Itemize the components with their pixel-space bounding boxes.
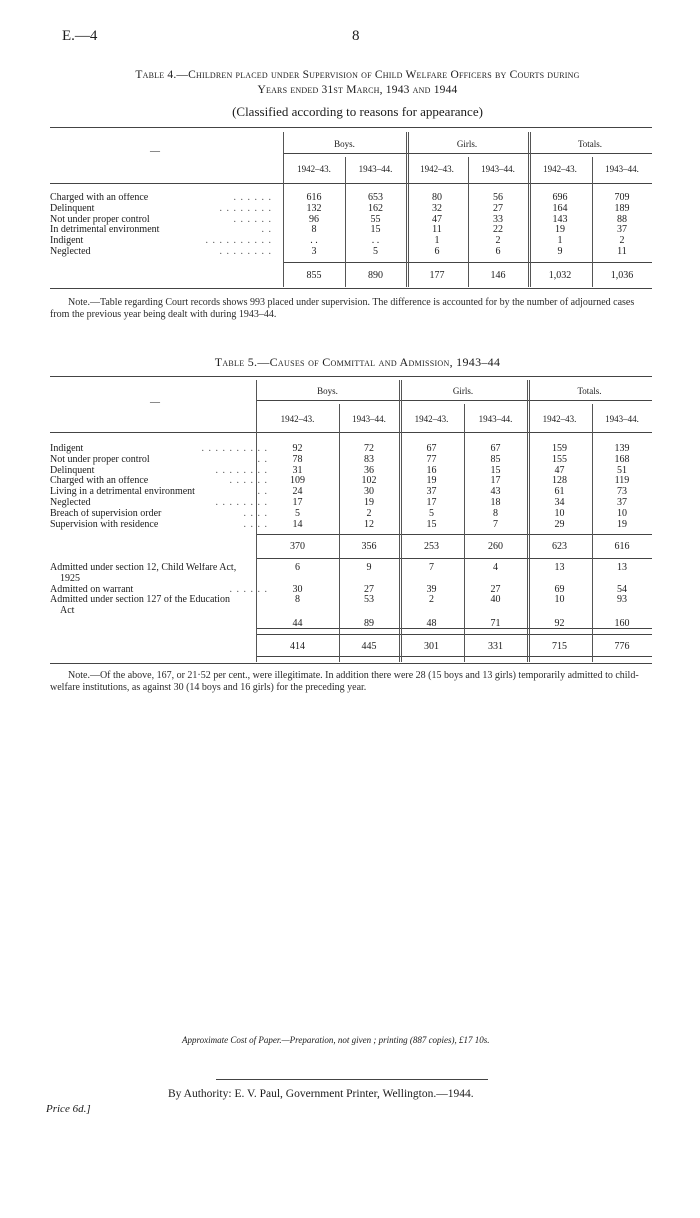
table-cell: 36 (364, 464, 374, 476)
price-label: Price 6d.] (46, 1103, 91, 1115)
table-cell: 51 (617, 464, 627, 476)
table4-title-line1: Table 4.—Children placed under Supervision of Child Welfare Officers by Courts during (135, 69, 580, 81)
table-cell: 1,032 (548, 270, 572, 281)
table-cell: 44 (292, 618, 303, 629)
document-code: E.—4 (62, 28, 98, 44)
table-cell: 331 (488, 641, 503, 652)
table-cell: 616 (614, 541, 630, 552)
table-cell: 709 (614, 192, 630, 203)
table-cell: 776 (614, 641, 630, 652)
table-cell: 15 (370, 224, 381, 236)
table-row (50, 247, 652, 258)
table-cell: 34 (554, 496, 565, 508)
row-label: Admitted under section 127 of the Education (50, 595, 230, 606)
table-cell: 143 (552, 213, 568, 225)
table-cell: 88 (617, 213, 627, 225)
row-leaders: . . (257, 486, 268, 498)
page-number: 8 (352, 28, 360, 44)
table-cell: 67 (490, 443, 501, 454)
table-cell: 30 (364, 486, 374, 498)
table4-group-totals: Totals. (577, 139, 603, 149)
table5-title: Table 5.—Causes of Committal and Admission, 1943–44 (214, 355, 501, 369)
table4-year-header: 1943–44. (481, 164, 515, 174)
table5-subtotal-row (50, 618, 652, 629)
row-leaders: . . . . (243, 507, 268, 519)
table-cell: 10 (554, 594, 565, 606)
table-cell: 696 (552, 192, 568, 203)
table-row (50, 509, 652, 520)
table-cell: 189 (614, 202, 630, 214)
table-cell: 2 (366, 507, 372, 519)
table-cell: 7 (493, 518, 498, 530)
table-cell: 33 (493, 213, 503, 225)
subtotal-row (50, 618, 652, 629)
table4-stub-dash: — (150, 146, 160, 157)
table-cell: 9 (366, 562, 372, 573)
table-cell: 29 (554, 518, 565, 530)
table-cell: 19 (364, 496, 374, 508)
row-label: Admitted under section 12, Child Welfare Act, (50, 563, 237, 573)
table-cell: 16 (426, 464, 437, 476)
table4-header-rule (50, 183, 652, 184)
table-cell: 11 (432, 224, 442, 236)
table-cell: 128 (552, 475, 567, 487)
table5-year-header: 1942–43. (280, 414, 315, 424)
totals-row (50, 270, 652, 281)
table-cell: 47 (432, 213, 442, 225)
table-cell: 616 (306, 192, 322, 203)
table-cell: 32 (432, 202, 442, 214)
row-leaders: . . . . . . (229, 475, 268, 487)
table-cell: 260 (488, 541, 503, 552)
table-cell: 168 (614, 453, 630, 465)
table-cell: 414 (290, 641, 305, 652)
row-leaders: . . . . . . . . . . (201, 443, 268, 454)
row-label-continuation: Act (60, 605, 75, 617)
table5-group-boys: Boys. (317, 386, 338, 396)
table5-year-header: 1943–44. (352, 414, 386, 424)
table5-year-header: 1943–44. (478, 414, 513, 424)
table5-body-admissions (50, 563, 652, 617)
table-cell: 1 (434, 235, 440, 247)
table-cell: 53 (364, 594, 374, 606)
table-cell: 1 (557, 235, 563, 247)
table-cell: 71 (490, 618, 501, 629)
row-leaders: . . . . . . . . (219, 245, 272, 257)
table5-top-rule (50, 376, 652, 377)
row-label: Charged with an offence (50, 193, 149, 203)
table-cell: 47 (554, 464, 565, 476)
table-cell: 102 (361, 475, 377, 487)
table-cell: 445 (361, 641, 377, 652)
table-cell: 31 (292, 464, 303, 476)
table-cell: 13 (554, 562, 565, 573)
table-cell: 69 (554, 583, 565, 595)
row-leaders: . . . . . . . . (219, 202, 272, 214)
table-cell: 61 (554, 486, 565, 498)
table-cell: 43 (490, 486, 501, 498)
table-cell: 10 (617, 507, 627, 519)
table-cell: 164 (552, 202, 568, 214)
table-cell: 37 (426, 486, 437, 498)
table4-group-rule (283, 153, 652, 154)
table5-subtotal-row (50, 541, 652, 552)
table4-note: Note.—Table regarding Court records shows 993 placed under supervision. The difference is accounted for by the number of adjourned cases from the previous year being dealt with during 1943–44. (50, 297, 635, 320)
table4-year-header: 1943–44. (605, 164, 639, 174)
table-cell: 6 (295, 562, 300, 573)
row-leaders: . . (257, 453, 268, 465)
table4-title-line2: Years ended 31st March, 1943 and 1944 (257, 84, 458, 96)
table-row (50, 204, 652, 215)
table-cell: 96 (309, 213, 319, 225)
table4-group-girls: Girls. (456, 139, 478, 149)
table-cell: 18 (490, 496, 501, 508)
table4-group-boys: Boys. (334, 139, 355, 149)
table-cell: 4 (493, 562, 498, 573)
table4-year-header: 1942–43. (543, 164, 577, 174)
table-row (50, 595, 652, 617)
table-cell: 890 (368, 270, 383, 281)
table5-year-header: 1942–43. (414, 414, 449, 424)
table4-totals-row (50, 270, 652, 281)
table-cell: 5 (429, 507, 434, 519)
table-cell: 146 (490, 270, 506, 281)
table-cell: 27 (490, 583, 501, 595)
table5-group-totals: Totals. (577, 386, 602, 396)
row-leaders: . . (261, 224, 272, 236)
table-cell: 6 (434, 245, 440, 257)
table-cell: 89 (364, 618, 374, 629)
row-leaders: . . . . (243, 518, 268, 530)
table-row (50, 455, 652, 466)
row-leaders: . . . . . . (229, 583, 268, 595)
table-cell: . . (310, 235, 318, 247)
table-cell: 5 (295, 507, 300, 519)
row-leaders: . . . . . . (233, 213, 272, 225)
table-cell: 27 (493, 202, 503, 214)
row-label: Admitted on warrant (50, 584, 134, 595)
table-cell: 9 (557, 245, 563, 257)
table5-group-rule (256, 400, 652, 401)
row-label: Living in a detrimental environment (50, 487, 195, 498)
table-cell: 119 (614, 475, 630, 487)
table-cell: 11 (617, 245, 627, 257)
table-cell: 155 (552, 453, 567, 465)
table-cell: 83 (364, 453, 374, 465)
table-cell: 85 (490, 453, 501, 465)
table5-group-girls: Girls. (452, 386, 474, 396)
table-row (50, 563, 652, 585)
table-cell: 10 (554, 507, 565, 519)
table-cell: 13 (617, 562, 627, 573)
table-cell: 162 (368, 202, 383, 214)
table-cell: 653 (368, 192, 383, 203)
row-leaders: . . . . . . . . (215, 464, 268, 476)
row-label: Neglected (50, 497, 91, 508)
row-label-continuation: 1925 (60, 572, 80, 584)
table-cell: 14 (292, 518, 303, 530)
table-cell: 2 (495, 235, 501, 247)
table-cell: 159 (552, 443, 567, 454)
table-cell: 40 (490, 594, 501, 606)
table4-year-header: 1942–43. (297, 164, 331, 174)
grand-total-row (50, 641, 652, 652)
row-label: Supervision with residence (50, 519, 159, 530)
table4-subtitle: (Classified according to reasons for appearance) (232, 104, 483, 119)
table5-grandtotal-row (50, 641, 652, 652)
table5-year-header: 1943–44. (605, 414, 639, 424)
table-cell: 253 (424, 541, 439, 552)
subtotal-row (50, 541, 652, 552)
table4-year-header: 1942–43. (420, 164, 454, 174)
row-label: Indigent (50, 444, 84, 454)
table-cell: 27 (364, 583, 374, 595)
table-cell: 132 (306, 202, 322, 214)
table5-body (50, 444, 652, 530)
table-cell: 24 (292, 486, 303, 498)
table-cell: 12 (364, 518, 374, 530)
table-cell: 80 (432, 192, 442, 203)
table-cell: 160 (614, 618, 630, 629)
table-cell: 623 (552, 541, 567, 552)
table5-year-header: 1942–43. (542, 414, 577, 424)
table-cell: 7 (429, 562, 434, 573)
table-cell: 5 (373, 245, 378, 257)
table-cell: 6 (495, 245, 501, 257)
table-cell: 15 (490, 464, 501, 476)
table-cell: 370 (290, 541, 305, 552)
row-label: Not under proper control (50, 454, 150, 465)
table5-note: Note.—Of the above, 167, or 21·52 per cent., were illegitimate. In addition there were 28 (15 boys and 13 girls) temporarily admitted to child-welfare institutions, as against 30 (14 boys and 16 girls) for the preceding year. (50, 670, 639, 693)
row-label: Breach of supervision order (50, 508, 162, 519)
table-cell: 55 (370, 213, 381, 225)
table-cell: 93 (617, 594, 627, 606)
table-cell: 356 (361, 541, 377, 552)
table-cell: 22 (493, 224, 503, 236)
table-cell: 17 (292, 496, 303, 508)
table-cell: 19 (426, 475, 437, 487)
table-cell: 139 (614, 443, 630, 454)
table-cell: 1,036 (610, 270, 634, 281)
table-row (50, 520, 652, 531)
table-cell: 92 (554, 618, 565, 629)
table-cell: 37 (617, 496, 627, 508)
row-label: Charged with an offence (50, 476, 149, 487)
table-cell: 855 (306, 270, 322, 281)
row-label: Indigent (50, 236, 84, 247)
table-cell: 39 (426, 583, 437, 595)
table-cell: 8 (311, 224, 317, 236)
table4-bottom-rule (50, 288, 652, 289)
table4-year-header: 1943–44. (358, 164, 393, 174)
table-cell: 2 (619, 235, 625, 247)
row-label: Not under proper control (50, 214, 150, 225)
row-leaders: . . . . . . . . . . (205, 235, 272, 247)
table4-body (50, 193, 652, 258)
table-cell: 8 (493, 507, 498, 519)
table-cell: 715 (552, 641, 567, 652)
table-cell: 3 (311, 245, 317, 257)
table-cell: 77 (426, 453, 437, 465)
printer-authority: By Authority: E. V. Paul, Government Printer, Wellington.—1944. (168, 1088, 474, 1100)
table-cell: 17 (426, 496, 437, 508)
table-cell: 30 (292, 583, 303, 595)
row-label: Delinquent (50, 203, 95, 214)
table5-stub-dash: — (150, 397, 160, 408)
table-cell: 67 (426, 443, 437, 454)
table-cell: 56 (493, 192, 503, 203)
table4-top-rule (50, 127, 652, 128)
footer-rule (216, 1079, 488, 1080)
table5-header-rule (50, 432, 652, 433)
table-cell: 78 (292, 453, 303, 465)
table-cell: 17 (490, 475, 501, 487)
table-cell: 109 (290, 475, 305, 487)
table-cell: . . (371, 235, 380, 247)
row-label: Neglected (50, 246, 91, 257)
table-cell: 15 (426, 518, 437, 530)
table-cell: 177 (429, 270, 445, 281)
cost-of-paper-note (182, 1035, 490, 1045)
table-cell: 92 (292, 443, 303, 454)
table-cell: 54 (617, 583, 627, 595)
table-cell: 73 (617, 486, 627, 498)
table-cell: 8 (295, 594, 300, 606)
cost-of-paper-text: Approximate Cost of Paper.—Preparation, not given ; printing (887 copies), £17 10s. (182, 1035, 490, 1045)
table5-bottom-rule (50, 663, 652, 664)
table-cell: 72 (364, 443, 374, 454)
table-cell: 37 (617, 224, 627, 236)
row-leaders: . . . . . . . . (215, 496, 268, 508)
row-label: In detrimental environment (50, 225, 160, 236)
table-cell: 48 (426, 618, 437, 629)
table-cell: 301 (424, 641, 439, 652)
table4-title (60, 68, 655, 98)
table-cell: 2 (429, 594, 434, 606)
table-cell: 19 (617, 518, 627, 530)
row-leaders: . . . . . . (233, 192, 272, 203)
table-cell: 19 (555, 224, 565, 236)
row-label: Delinquent (50, 465, 95, 476)
